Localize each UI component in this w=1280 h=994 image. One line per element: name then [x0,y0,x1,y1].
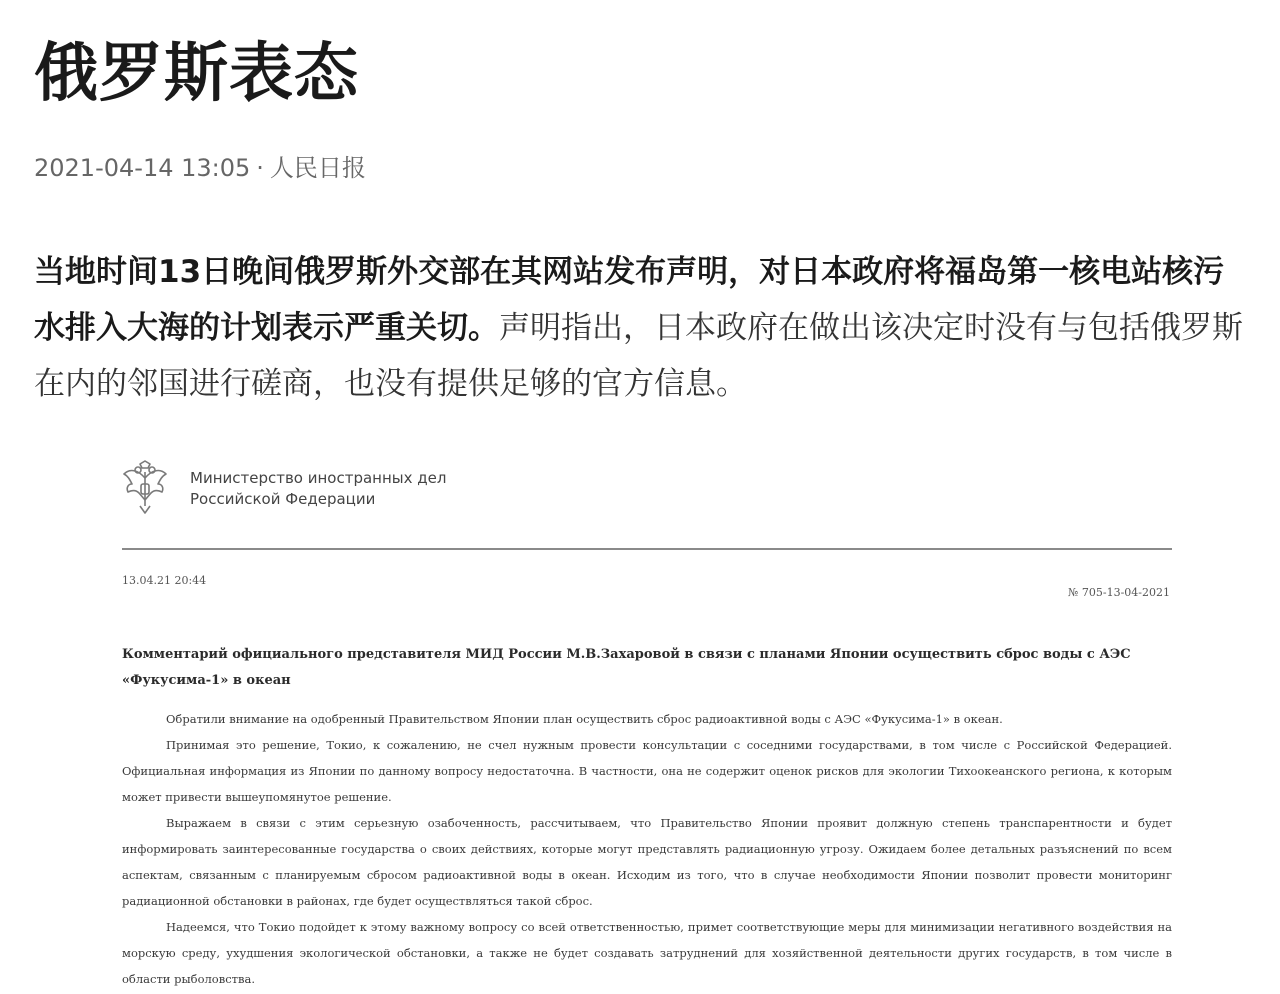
document-paragraph: Принимая это решение, Токио, к сожалению, не счел нужным провести консультации с соседними государствами, в том числе с Российской Федерацией. Официальная информация из Японии по данному вопросу недостаточна. В частности, она не содержит оценок рисков для экологии Тихоокеанского региона, к которым может привести вышеупомянутое решение. [122,738,1172,804]
article-lead [34,244,1249,412]
header-divider [122,548,1172,550]
document-paragraph: Обратили внимание на одобренный Правительством Японии план осуществить сброс радиоактивной воды с АЭС «Фукусима-1» в океан. [166,712,1003,726]
document-date: 13.04.21 20:44 [122,574,207,587]
source-name: 人民日报 [269,154,366,182]
article-meta [34,150,366,186]
ministry-line-1: Министерство иностранных дел [190,469,447,487]
document-paragraph: Выражаем в связи с этим серьезную озабоченность, рассчитываем, что Правительство Японии проявит должную степень транспарентности и будет информировать заинтересованные государства о своих действиях, которые могут представлять радиационную угрозу. Ожидаем более детальных разъяснений по всем аспектам, связанным с планируемым сбросом радиоактивной воды в океан. Исходим из того, что в случае необходимости Японии позволит провести мониторинг радиационной обстановки в районах, где будет осуществляться такой сброс. [122,816,1172,908]
double-headed-eagle-icon [120,460,170,516]
document-heading: Комментарий официального представителя МИД России М.В.Захаровой в связи с планами Японии осуществить сброс воды с АЭС «Фукусима-1» в океан [122,647,1131,688]
publish-date: 2021-04-14 13:05 [34,154,251,182]
document-body [122,706,1172,992]
document-paragraph: Надеемся, что Токио подойдет к этому важному вопросу со всей ответственностью, примет соответствующие меры для минимизации негативного воздействия на морскую среду, ухудшения экологической обстановки, а также не будет создавать затруднений для хозяйственной деятельности других государств, в том числе в области рыболовства. [122,920,1172,986]
article-title: 俄罗斯表态 [34,37,359,111]
document-number: № 705-13-04-2021 [1067,586,1170,599]
lead-text: 声明指出，日本政府在做出该决定时没有与包括俄罗斯在内的邻国进行磋商，也没有提供足够的官方信息。 [34,310,1243,402]
embedded-document-image [0,440,1280,994]
ministry-line-2: Российской Федерации [190,490,376,508]
meta-separator: · [256,154,264,182]
ministry-name [190,468,446,510]
lead-bold-text: 当地时间13日晚间俄罗斯外交部在其网站发布声明，对日本政府将福岛第一核电站核污水排入大海的计划表示严重关切。 [34,254,1225,346]
